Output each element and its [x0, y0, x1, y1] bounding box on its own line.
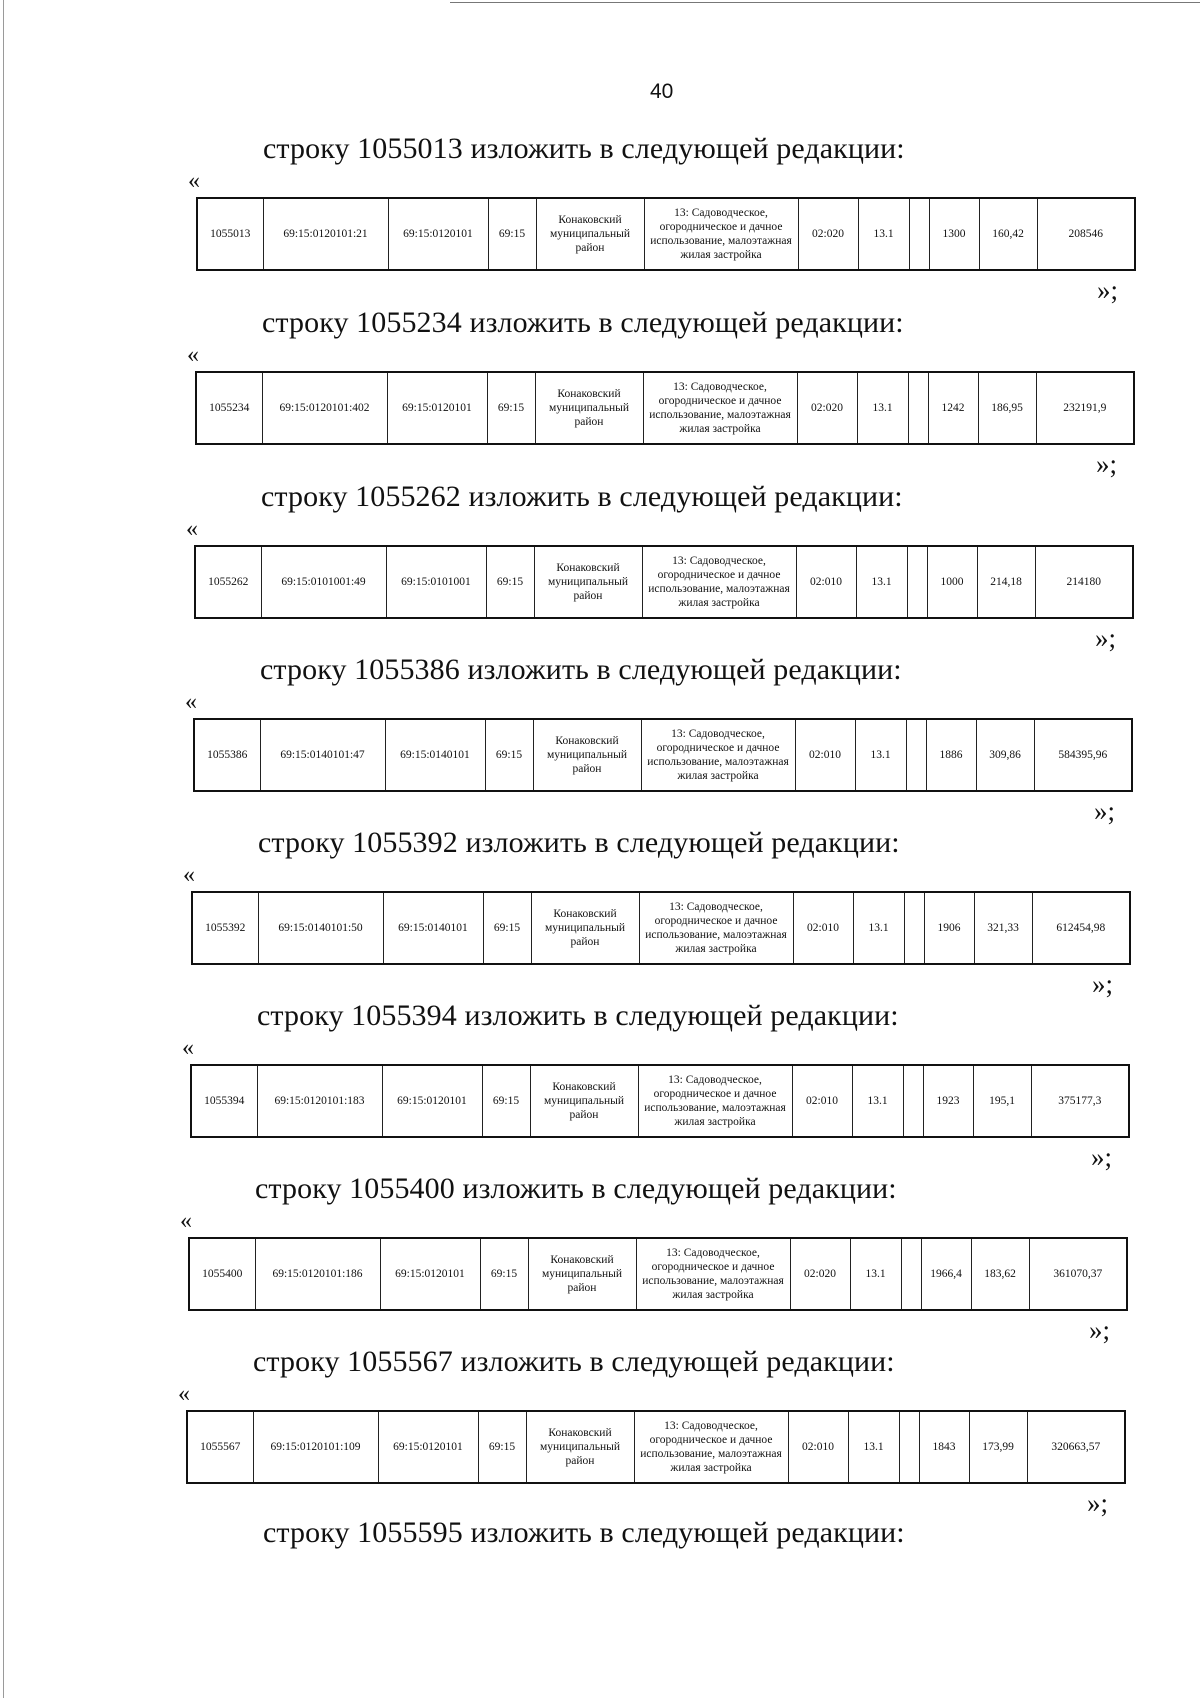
group-code-cell: 02:010 [793, 892, 853, 964]
amendment-heading: строку 1055567 изложить в следующей редакции: [253, 1345, 895, 1378]
land-plot-row-table [190, 1064, 1130, 1138]
empty-cell [909, 198, 929, 270]
land-use-cell: 13: Садоводческое, огородническое и дачное использование, малоэтажная жилая застройка [636, 1238, 790, 1310]
use-code-cell: 13.1 [850, 1238, 901, 1310]
area-cell: 1923 [923, 1065, 973, 1137]
land-plot-row-table [193, 718, 1133, 792]
row-id-cell: 1055262 [195, 546, 261, 618]
specific-value-cell: 160,42 [979, 198, 1037, 270]
area-cell: 1843 [919, 1411, 969, 1483]
amendment-block-1055386 [185, 653, 1185, 828]
land-use-cell: 13: Садоводческое, огородническое и дачное использование, малоэтажная жилая застройка [642, 546, 796, 618]
cadastral-value-cell: 208546 [1037, 198, 1135, 270]
cadastral-number-cell: 69:15:0120101:109 [253, 1411, 378, 1483]
amendment-heading: строку 1055392 изложить в следующей редакции: [258, 826, 900, 859]
municipality-cell: Конаковский муниципальный район [533, 719, 641, 791]
cadastral-quarter-cell: 69:15:0120101 [378, 1411, 478, 1483]
opening-quote: « [185, 689, 197, 715]
land-use-cell: 13: Садоводческое, огородническое и дачное использование, малоэтажная жилая застройка [644, 198, 798, 270]
land-use-cell: 13: Садоводческое, огородническое и дачное использование, малоэтажная жилая застройка [641, 719, 795, 791]
land-use-cell: 13: Садоводческое, огородническое и дачное использование, малоэтажная жилая застройка [638, 1065, 792, 1137]
empty-cell [901, 1238, 921, 1310]
cadastral-number-cell: 69:15:0120101:183 [257, 1065, 382, 1137]
closing-quote: »; [1096, 449, 1118, 479]
cadastral-quarter-cell: 69:15:0140101 [385, 719, 485, 791]
specific-value-cell: 321,33 [974, 892, 1032, 964]
closing-quote: »; [1091, 1142, 1113, 1172]
group-code-cell: 02:020 [790, 1238, 850, 1310]
area-cell: 1906 [924, 892, 974, 964]
cadastral-value-cell: 361070,37 [1029, 1238, 1127, 1310]
table-row [197, 198, 1135, 270]
table-row [194, 719, 1132, 791]
table-row [195, 546, 1133, 618]
group-code-cell: 02:010 [788, 1411, 848, 1483]
cadastral-number-cell: 69:15:0120101:402 [262, 372, 387, 444]
opening-quote: « [180, 1208, 192, 1234]
municipality-cell: Конаковский муниципальный район [530, 1065, 638, 1137]
empty-cell [903, 1065, 923, 1137]
land-plot-row-table [191, 891, 1131, 965]
district-code-cell: 69:15 [483, 892, 531, 964]
use-code-cell: 13.1 [857, 372, 908, 444]
district-code-cell: 69:15 [488, 198, 536, 270]
amendment-heading: строку 1055234 изложить в следующей редакции: [262, 306, 904, 339]
opening-quote: « [178, 1381, 190, 1407]
amendment-heading: строку 1055262 изложить в следующей редакции: [261, 480, 903, 513]
area-cell: 1300 [929, 198, 979, 270]
specific-value-cell: 183,62 [971, 1238, 1029, 1310]
empty-cell [899, 1411, 919, 1483]
group-code-cell: 02:020 [797, 372, 857, 444]
area-cell: 1000 [927, 546, 977, 618]
table-row [187, 1411, 1125, 1483]
specific-value-cell: 195,1 [973, 1065, 1031, 1137]
group-code-cell: 02:010 [792, 1065, 852, 1137]
district-code-cell: 69:15 [482, 1065, 530, 1137]
empty-cell [908, 372, 928, 444]
opening-quote: « [187, 342, 199, 368]
opening-quote: « [188, 168, 200, 194]
use-code-cell: 13.1 [853, 892, 904, 964]
cadastral-value-cell: 584395,96 [1034, 719, 1132, 791]
area-cell: 1242 [928, 372, 978, 444]
closing-quote: »; [1097, 275, 1119, 305]
municipality-cell: Конаковский муниципальный район [536, 198, 644, 270]
opening-quote: « [182, 1035, 194, 1061]
specific-value-cell: 214,18 [977, 546, 1035, 618]
amendment-block-1055013 [188, 132, 1188, 307]
municipality-cell: Конаковский муниципальный район [526, 1411, 634, 1483]
specific-value-cell: 173,99 [969, 1411, 1027, 1483]
cadastral-value-cell: 612454,98 [1032, 892, 1130, 964]
row-id-cell: 1055392 [192, 892, 258, 964]
closing-quote: »; [1095, 623, 1117, 653]
left-scan-rule [3, 0, 4, 1698]
cadastral-quarter-cell: 69:15:0120101 [387, 372, 487, 444]
use-code-cell: 13.1 [852, 1065, 903, 1137]
specific-value-cell: 309,86 [976, 719, 1034, 791]
amendment-heading: строку 1055013 изложить в следующей редакции: [263, 132, 905, 165]
cadastral-value-cell: 214180 [1035, 546, 1133, 618]
land-plot-row-table [196, 197, 1136, 271]
use-code-cell: 13.1 [858, 198, 909, 270]
land-plot-row-table [195, 371, 1135, 445]
amendment-block-1055394 [182, 999, 1182, 1174]
land-plot-row-table [186, 1410, 1126, 1484]
cadastral-quarter-cell: 69:15:0140101 [383, 892, 483, 964]
municipality-cell: Конаковский муниципальный район [528, 1238, 636, 1310]
closing-quote: »; [1094, 796, 1116, 826]
group-code-cell: 02:020 [798, 198, 858, 270]
cadastral-value-cell: 232191,9 [1036, 372, 1134, 444]
land-use-cell: 13: Садоводческое, огородническое и дачное использование, малоэтажная жилая застройка [639, 892, 793, 964]
amendment-block-1055400 [180, 1172, 1180, 1347]
amendment-heading: строку 1055400 изложить в следующей редакции: [255, 1172, 897, 1205]
amendment-heading: строку 1055386 изложить в следующей редакции: [260, 653, 902, 686]
district-code-cell: 69:15 [478, 1411, 526, 1483]
table-row [191, 1065, 1129, 1137]
municipality-cell: Конаковский муниципальный район [534, 546, 642, 618]
cadastral-number-cell: 69:15:0120101:21 [263, 198, 388, 270]
empty-cell [906, 719, 926, 791]
empty-cell [904, 892, 924, 964]
cadastral-quarter-cell: 69:15:0120101 [380, 1238, 480, 1310]
municipality-cell: Конаковский муниципальный район [535, 372, 643, 444]
cadastral-number-cell: 69:15:0120101:186 [255, 1238, 380, 1310]
row-id-cell: 1055394 [191, 1065, 257, 1137]
closing-quote: »; [1087, 1488, 1109, 1518]
top-scan-rule [450, 2, 1200, 3]
row-id-cell: 1055567 [187, 1411, 253, 1483]
amendment-block-1055392 [183, 826, 1183, 1001]
page-number: 40 [650, 80, 674, 103]
opening-quote: « [186, 516, 198, 542]
row-id-cell: 1055386 [194, 719, 260, 791]
cadastral-value-cell: 320663,57 [1027, 1411, 1125, 1483]
use-code-cell: 13.1 [848, 1411, 899, 1483]
amendment-block-1055567 [178, 1345, 1178, 1520]
cadastral-value-cell: 375177,3 [1031, 1065, 1129, 1137]
district-code-cell: 69:15 [485, 719, 533, 791]
municipality-cell: Конаковский муниципальный район [531, 892, 639, 964]
land-plot-row-table [194, 545, 1134, 619]
land-use-cell: 13: Садоводческое, огородническое и дачное использование, малоэтажная жилая застройка [643, 372, 797, 444]
land-use-cell: 13: Садоводческое, огородническое и дачное использование, малоэтажная жилая застройка [634, 1411, 788, 1483]
row-id-cell: 1055013 [197, 198, 263, 270]
cadastral-quarter-cell: 69:15:0120101 [388, 198, 488, 270]
area-cell: 1966,4 [921, 1238, 971, 1310]
final-amendment-block [188, 1516, 1188, 1556]
closing-quote: »; [1092, 969, 1114, 999]
cadastral-number-cell: 69:15:0140101:50 [258, 892, 383, 964]
table-row [196, 372, 1134, 444]
group-code-cell: 02:010 [796, 546, 856, 618]
cadastral-quarter-cell: 69:15:0101001 [386, 546, 486, 618]
amendment-block-1055262 [186, 480, 1186, 655]
land-plot-row-table [188, 1237, 1128, 1311]
amendment-heading: строку 1055595 изложить в следующей редакции: [263, 1516, 905, 1549]
use-code-cell: 13.1 [856, 546, 907, 618]
specific-value-cell: 186,95 [978, 372, 1036, 444]
amendment-heading: строку 1055394 изложить в следующей редакции: [257, 999, 899, 1032]
cadastral-number-cell: 69:15:0101001:49 [261, 546, 386, 618]
district-code-cell: 69:15 [486, 546, 534, 618]
table-row [192, 892, 1130, 964]
table-row [189, 1238, 1127, 1310]
cadastral-number-cell: 69:15:0140101:47 [260, 719, 385, 791]
group-code-cell: 02:010 [795, 719, 855, 791]
row-id-cell: 1055400 [189, 1238, 255, 1310]
cadastral-quarter-cell: 69:15:0120101 [382, 1065, 482, 1137]
opening-quote: « [183, 862, 195, 888]
empty-cell [907, 546, 927, 618]
area-cell: 1886 [926, 719, 976, 791]
use-code-cell: 13.1 [855, 719, 906, 791]
district-code-cell: 69:15 [480, 1238, 528, 1310]
row-id-cell: 1055234 [196, 372, 262, 444]
closing-quote: »; [1089, 1315, 1111, 1345]
district-code-cell: 69:15 [487, 372, 535, 444]
amendment-block-1055234 [187, 306, 1187, 481]
